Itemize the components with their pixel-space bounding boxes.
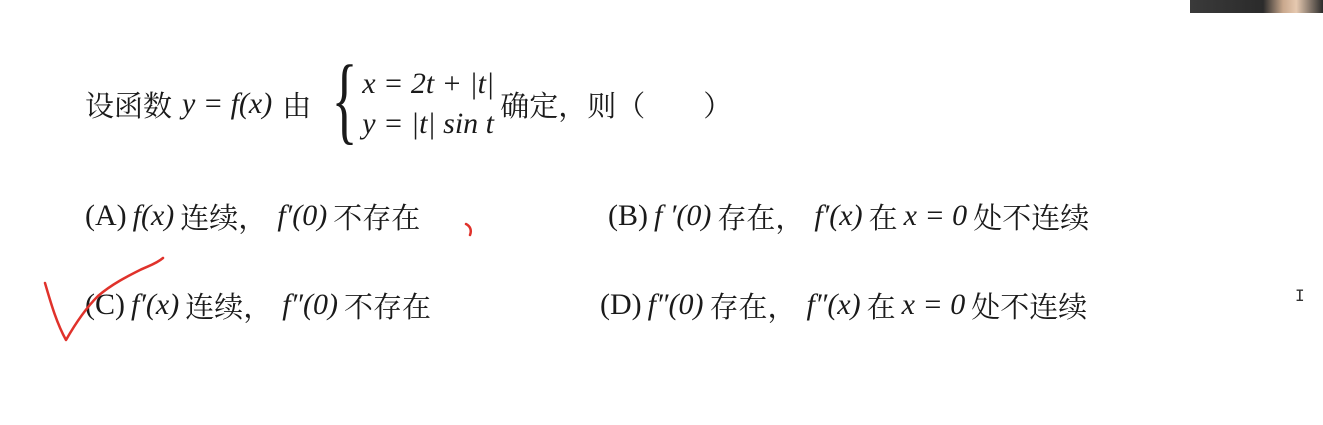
option-c-part2: f″(0) [282, 288, 339, 321]
option-a-part2: f′(0) [277, 199, 328, 232]
question-suffix: 确定，则（ ） [500, 88, 733, 123]
option-b-part1: f ′(0) [654, 199, 712, 232]
option-a-text1: 连续， [180, 200, 268, 235]
text-cursor-icon: I [1295, 286, 1305, 305]
checkmark-icon [45, 258, 163, 340]
small-tick-icon [466, 224, 471, 235]
option-c-label: (C) [85, 288, 125, 321]
option-a-text2: 不存在 [333, 200, 421, 235]
question-by: 由 [282, 88, 312, 123]
option-d-part1: f″(0) [647, 288, 704, 321]
equation-x: x = 2t + |t| [362, 67, 495, 100]
option-a-part1: f(x) [132, 199, 175, 232]
left-brace-icon: { [331, 46, 358, 154]
option-b-text3: 处不连续 [973, 200, 1090, 235]
option-d-text3: 处不连续 [971, 289, 1088, 324]
option-d-text2: 在 [866, 289, 896, 324]
option-a-label: (A) [85, 199, 127, 232]
option-d-label: (D) [600, 288, 642, 321]
option-b-condition: x = 0 [903, 199, 968, 232]
option-c-part1: f′(x) [131, 288, 180, 321]
question-prefix: 设函数 [85, 88, 173, 123]
option-d-condition: x = 0 [901, 288, 966, 321]
option-c-text2: 不存在 [344, 289, 432, 324]
option-b-part2: f′(x) [814, 199, 863, 232]
option-b-label: (B) [608, 199, 648, 232]
option-d-part2: f″(x) [806, 288, 861, 321]
option-b-text1: 存在， [717, 200, 805, 235]
option-d-text1: 存在， [709, 289, 797, 324]
question-function: y = f(x) [182, 87, 273, 120]
option-b-text2: 在 [868, 200, 898, 235]
equation-y: y = |t| sin t [362, 107, 495, 140]
option-c-text1: 连续， [185, 289, 273, 324]
